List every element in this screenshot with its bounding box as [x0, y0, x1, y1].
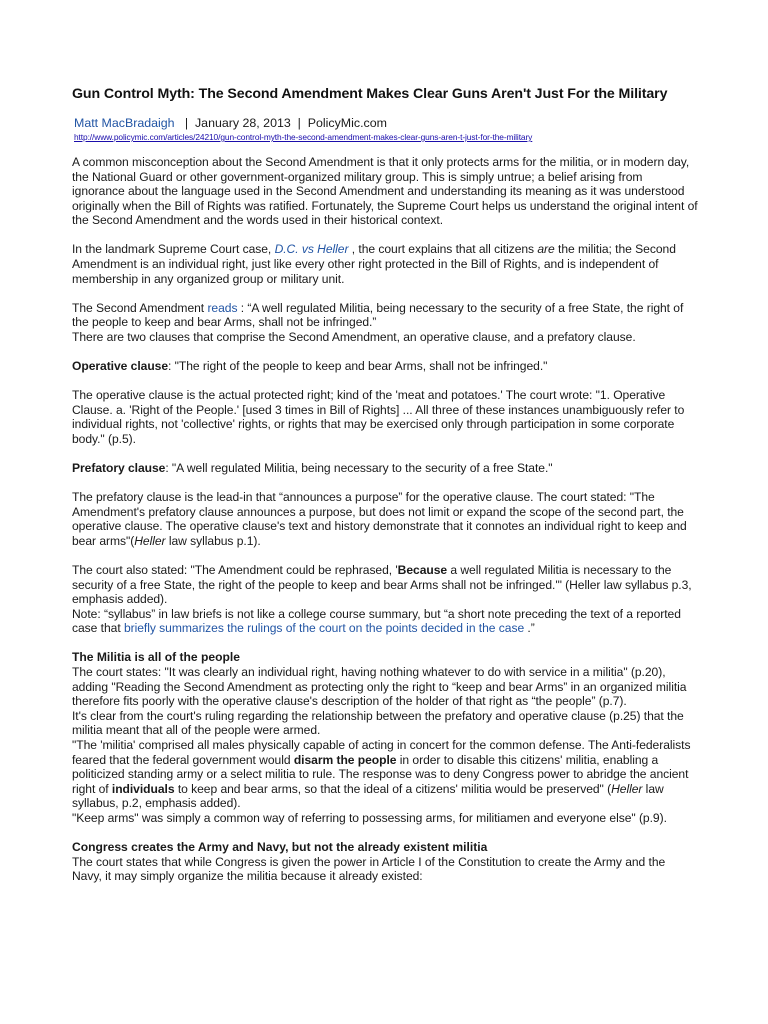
dc-vs-heller-link[interactable]: D.C. vs Heller	[274, 242, 349, 257]
syllabus-definition-link[interactable]: briefly summarizes the rulings of the court on the points decided in the case	[123, 621, 525, 636]
paragraph-congress: The court states that while Congress is given the power in Article I of the Constitution to create the Army and the Navy, it may simply organize the militia because it already existed:	[72, 854, 666, 884]
article-title: Gun Control Myth: The Second Amendment Makes Clear Guns Aren't Just For the Military	[72, 86, 668, 102]
byline-separator: |	[297, 116, 301, 130]
operative-clause-label: Operative clause	[72, 359, 169, 374]
byline	[74, 116, 698, 131]
reads-link[interactable]: reads	[207, 300, 238, 315]
section-heading-congress: Congress creates the Army and Navy, but not the already existent militia	[72, 840, 488, 855]
byline-separator: |	[184, 116, 189, 130]
paragraph-operative-explanation: The operative clause is the actual protected right; kind of the 'meat and potatoes.' The court wrote: "1. Operative Clause. a. 'Right of the People.' [used 3 times in Bill of Rights] ... All three of these instances unambiguously refer to individual rights, not 'collective' rights, or rights that may be exercised only through participation in some corporate body." (p.5).	[72, 388, 685, 446]
paragraph-militia-people: The court states: "It was clearly an individual right, having nothing whatever to do with service in a militia" (p.20), adding "Reading the Second Amendment as protecting only the right to “keep and bear Arms” in an organized militia therefore fits poorly with the operative clause's description of the holder of that right as “the people” (p.7). It's clear from the court's ruling regarding the relationship between the prefatory and operative clause (p.25) that the militia meant that all of the people were armed. "The 'militia' comprised all males physically capable of acting in concert for the common defense. The Anti-federalists feared that the federal government would disarm the people in order to disable this citizens' militia, enabling a politicized standing army or a select militia to rule. The response was to deny Congress power to abridge the ancient right of individuals to keep and bear arms, so that the ideal of a citizens' militia would be preserved" (Heller law syllabus, p.2, emphasis added). "Keep arms" was simply a common way of referring to possessing arms, for militiamen and everyone else" (p.9).	[72, 665, 691, 825]
article-date: January 28, 2013	[194, 116, 291, 130]
paragraph-intro: A common misconception about the Second Amendment is that it only protects arms for the militia, or in modern day, the National Guard or other government-organized military group. This is simply untrue; a belief arising from ignorance about the language used in the Second Amendment and understanding its meaning as it was understood originally when the Bill of Rights was ratified. Fortunately, the Supreme Court helps us understand the original intent of the Second Amendment and the words used in their historical context.	[72, 155, 698, 228]
prefatory-clause-label: Prefatory clause	[72, 461, 166, 475]
author-name[interactable]: Matt MacBradaigh	[74, 116, 175, 130]
paragraph-heller: In the landmark Supreme Court case, D.C. vs Heller , the court explains that all citizens are the militia; the Second Amendment is an individual right, just like every other right protected in the Bill of Rights, and is independent of membership in any organized group or military unit.	[72, 242, 676, 286]
paragraph-operative-clause: Operative clause: "The right of the people to keep and bear Arms, shall not be infringed."	[72, 359, 548, 374]
paragraph-amendment-text: The Second Amendment reads : “A well regulated Militia, being necessary to the security of a free State, the right of the people to keep and bear Arms, shall not be infringed.” There are two clauses that comprise the Second Amendment, an operative clause, and a prefatory clause.	[72, 300, 684, 344]
publication-name: PolicyMic.com	[307, 116, 387, 130]
article-body	[72, 86, 698, 884]
paragraph-prefatory-clause: Prefatory clause: "A well regulated Militia, being necessary to the security of a free State."	[72, 461, 553, 475]
paragraph-rephrased: The court also stated: "The Amendment could be rephrased, 'Because a well regulated Militia is necessary to the security of a free State, the right of the people to keep and bear Arms shall not be infringed.'" (Heller law syllabus p.3, emphasis added). Note: “syllabus” in law briefs is not like a college course summary, but “a short note preceding the text of a reported case that briefly summarizes the rulings of the court on the points decided in the case .”	[72, 562, 692, 636]
paragraph-prefatory-explanation: The prefatory clause is the lead-in that “announces a purpose” for the operative clause. The court stated: "The Amendment's prefatory clause announces a purpose, but does not limit or expand the scope of the second part, the operative clause. The operative clause's text and history demonstrate that it connotes an individual right to keep and bear arms"(Heller law syllabus p.1).	[72, 490, 687, 548]
section-heading-militia: The Militia is all of the people	[72, 650, 240, 665]
article-url-link[interactable]: http://www.policymic.com/articles/24210/gun-control-myth-the-second-amendment-makes-clear-guns-aren-t-just-for-the-military	[74, 132, 533, 142]
